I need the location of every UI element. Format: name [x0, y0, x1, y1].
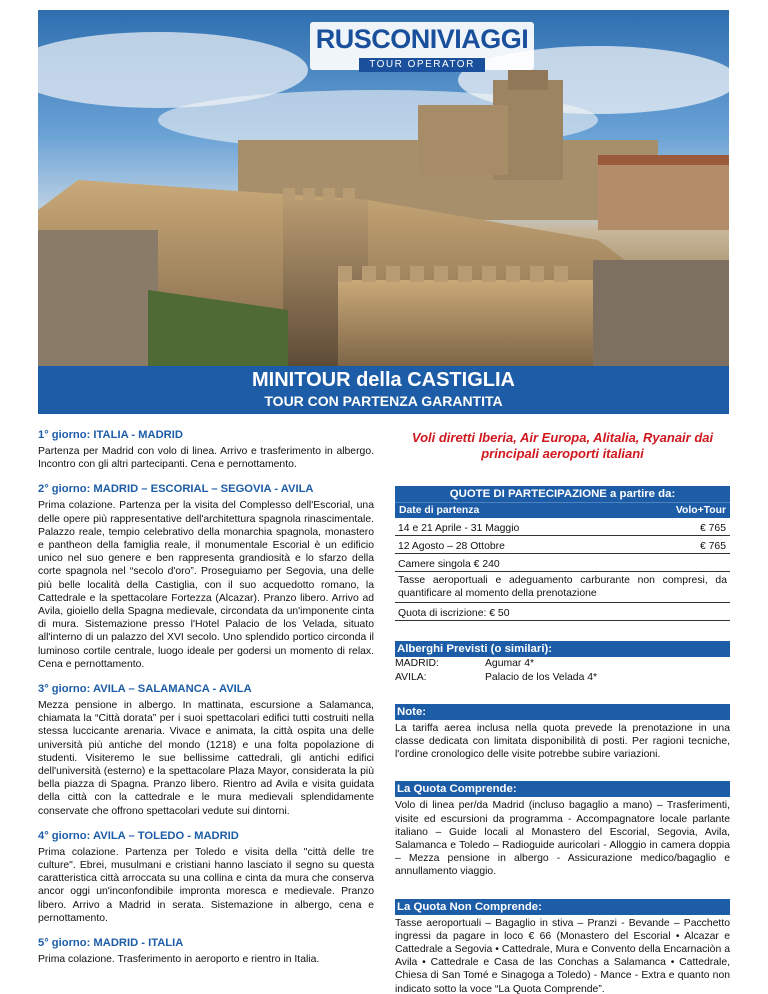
quotes-heading: QUOTE DI PARTECIPAZIONE a partire da: — [395, 486, 730, 502]
taxes-note: Tasse aeroportuali e adeguamento carburante non compresi, da quantificare al momento della prenotazione — [395, 572, 730, 603]
page-subtitle: TOUR CON PARTENZA GARANTITA — [264, 393, 503, 409]
day-2 — [38, 482, 374, 671]
table-row — [395, 536, 730, 554]
info-column — [395, 428, 730, 994]
single-room: Camere singola € 240 — [398, 559, 500, 570]
price: € 765 — [699, 523, 726, 534]
day-5 — [38, 936, 374, 966]
logo-subtitle: TOUR OPERATOR — [359, 58, 485, 72]
logo-text-viaggi: VIAGGI — [436, 24, 529, 54]
day-text: Mezza pensione in albergo. In mattinata, escursione a Salamanca, chiamata la “Città dorata” per i suoi spettacolari edifici tutti costruiti nella stessa luccicante arenaria. Vivace e animata, la città ospita una delle università più antiche del mondo (1218) e una folta popolazione di studenti. Visiteremo le sue bellissime cattedrali, gli antichi edifici dell'università (esterno) e la spettacolare Plaza Mayor, considerata la più bella piazza di Spagna. Pranzo libero. Rientro ad Avila e visita guidata della città con la cattedrale e le mura medievali splendidamente conservate che offrono spettacolari vedute sui dintorni. — [38, 700, 374, 817]
page-title: MINITOUR della CASTIGLIA — [252, 369, 515, 391]
day-title: 4° giorno: AVILA – TOLEDO - MADRID — [38, 829, 239, 842]
col-price: Volo+Tour — [675, 505, 726, 516]
fee-row — [395, 603, 730, 621]
includes-heading: La Quota Comprende: — [395, 781, 730, 797]
day-text: Prima colazione. Trasferimento in aeroporto e rientro in Italia. — [38, 954, 320, 966]
title-banner — [38, 366, 729, 414]
hotels-heading: Alberghi Previsti (o similari): — [395, 641, 730, 657]
day-4 — [38, 829, 374, 925]
hero-photo — [38, 10, 729, 366]
departure-date: 12 Agosto – 28 Ottobre — [398, 541, 505, 552]
price: € 765 — [699, 541, 726, 552]
hotels-section — [395, 641, 730, 683]
hotel-city: AVILA: — [395, 671, 427, 683]
list-item — [395, 671, 730, 684]
itinerary — [38, 428, 374, 977]
col-dates: Date di partenza — [399, 505, 480, 516]
day-text: Prima colazione. Partenza per Toledo e visita della "città delle tre culture". Ebrei, musulmani e cristiani hanno lasciato il segno su questa caratteristica città arroccata su una collina e cinta da mura che conserva ancor oggi un'inconfondibile impronta moresca e medievale. Pranzo libero. Arrivo a Madrid in serata. Sistemazione in albergo, cena e pernottamento. — [38, 846, 374, 924]
includes-section — [395, 781, 730, 878]
note-section — [395, 704, 730, 762]
flights-note: Voli diretti Iberia, Air Europa, Alitalia, Ryanair dai principali aeroporti italiani — [411, 430, 714, 461]
registration-fee: Quota di iscrizione: € 50 — [398, 608, 510, 620]
single-room-row — [395, 554, 730, 572]
day-text: Partenza per Madrid con volo di linea. Arrivo e trasferimento in albergo. Incontro con gli altri partecipanti. Cena e pernottamento. — [38, 446, 374, 471]
day-text: Prima colazione. Partenza per la visita del Complesso dell'Escorial, una delle opere più rappresentative dell'architettura spagnola rinascimentale. Palazzo reale, tempio celebrativo della monarchia spagnola, monastero e pantheon della famiglia reale, il monumentale Escorial è un edificio unico nel suo genere e ben rappresenta grandiosità e lo sfarzo della corte spagnola nel “secolo d'oro”. Proseguiamo per Segovia, una delle più belle località della Castiglia, con il suo acquedotto romano, la Cattedrale e la spettacolare Fortezza (Alcazar). Pranzo libero. Arrivo ad Avila, gioiello della Spagna medievale, circondata da un'imponente cinta di mura. Sistemazione presso l'Hotel Palacio de los Velada, situato all'interno di un palazzo del XVI secolo. Uno splendido portico circonda il luminoso cortile centrale, luogo ideale per godersi un momento di relax. Cena e pernottamento. — [38, 500, 374, 670]
hotel-name: Palacio de los Velada 4* — [485, 671, 598, 683]
table-row — [395, 518, 730, 536]
hotel-city: MADRID: — [395, 658, 439, 670]
list-item — [395, 657, 730, 670]
hotel-name: Agumar 4* — [485, 658, 535, 670]
logo-text-rusconi: RUSCONI — [315, 24, 437, 54]
day-1 — [38, 428, 374, 471]
note-heading: Note: — [395, 704, 730, 720]
departure-date: 14 e 21 Aprile - 31 Maggio — [398, 523, 520, 534]
day-title: 3° giorno: AVILA – SALAMANCA - AVILA — [38, 683, 252, 696]
excludes-text: Tasse aeroportuali – Bagaglio in stiva – Pranzi - Bevande – Pacchetto ingressi da pagare in loco € 66 (Monastero del Escorial • Alcazar e Cattedrale a Segovia • Cattedrale, Mura e Convento della Encarnaciòn a Avila • Cattedrale e Casa de las Conchas a Salamanca • Cattedrale, Chiesa di San Tomé e Sinagoga a Toledo) - Mance - Extra e quanto non indicato sotto la voce “La Quota Comprende”. — [395, 917, 730, 994]
excludes-heading: La Quota Non Comprende: — [395, 899, 730, 915]
day-title: 1° giorno: ITALIA - MADRID — [38, 429, 183, 441]
rusconi-viaggi-logo — [310, 22, 534, 70]
day-title: 2° giorno: MADRID – ESCORIAL – SEGOVIA - AVILA — [38, 483, 314, 496]
quotes-header-row — [395, 502, 730, 518]
excludes-section — [395, 899, 730, 994]
includes-text: Volo di linea per/da Madrid (incluso bagaglio a mano) – Trasferimenti, visite ed escursioni da programma - Accompagnatore locale parlante italiano – Guide locali al Monastero del Escorial, Segovia, Avila, Salamanca e Toledo – Radioguide auricolari - Alloggio in camera doppia – Mezza pensione in albergo - Assicurazione medico/bagaglio e annullamento viaggio. — [395, 800, 730, 878]
quotes-table — [395, 502, 730, 621]
day-title: 5° giorno: MADRID - ITALIA — [38, 937, 184, 950]
day-3 — [38, 682, 374, 818]
note-text: La tariffa aerea inclusa nella quota prevede la prenotazione in una classe dedicata con limitata disponibilità di posti. Per ragioni tecniche, l'ordine cronologico delle visite potrebbe subire variazioni. — [395, 722, 730, 761]
